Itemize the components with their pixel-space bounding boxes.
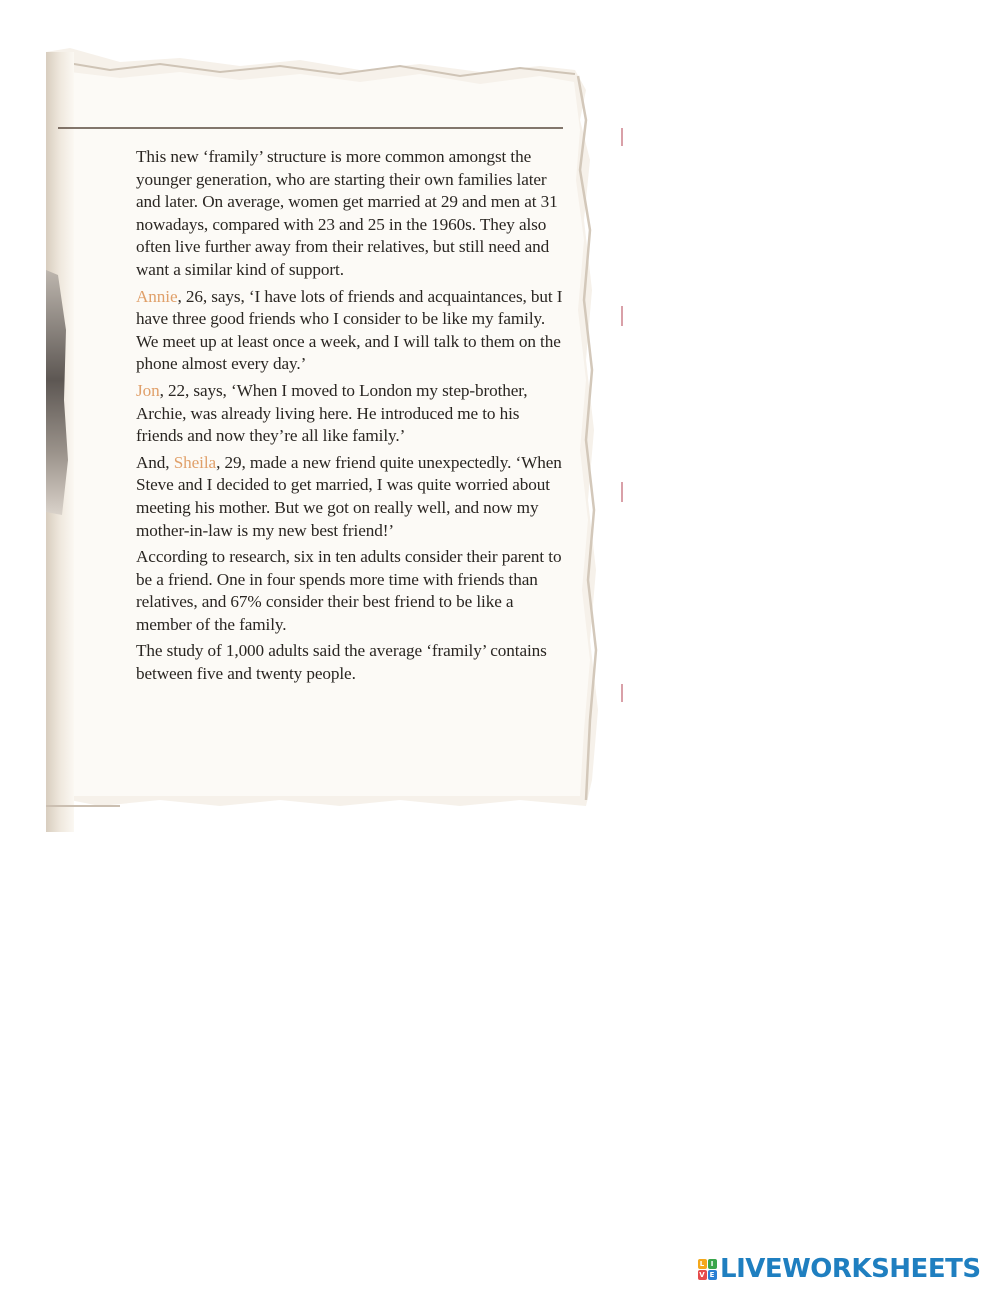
badge-letter: V bbox=[699, 1270, 705, 1279]
paragraph-jon bbox=[136, 380, 564, 448]
paragraph-annie bbox=[136, 286, 564, 376]
badge-letter: I bbox=[708, 1259, 717, 1269]
badge-letter: E bbox=[708, 1270, 717, 1280]
paragraph-framily-structure: This new ‘framily’ structure is more common amongst the younger generation, who are starting their own families later and later. On average, women get married at 29 and men at 31 nowadays, compared with 23 and 25 in the 1960s. They also often live further away from their relatives, but still need and want a similar kind of support. bbox=[136, 147, 558, 279]
paragraph-sheila bbox=[136, 452, 564, 542]
jon-quote: , 22, says, ‘When I moved to London my step-brother, Archie, was already living here. He introduced me to his friends and now they’re all like family.’ bbox=[136, 380, 528, 446]
edge-mark bbox=[621, 684, 623, 702]
badge-letter: L bbox=[698, 1259, 707, 1269]
article-body bbox=[136, 146, 564, 690]
edge-mark bbox=[621, 128, 623, 146]
name-sheila: Sheila bbox=[173, 452, 217, 472]
annie-quote: , 26, says, ‘I have lots of friends and acquaintances, but I have three good friends who I consider to be like my family. We meet up at least once a week, and I will talk to them on the phone almost every day.’ bbox=[136, 286, 563, 374]
liveworksheets-wordmark: LIVEWORKSHEETS bbox=[720, 1254, 981, 1284]
edge-mark bbox=[621, 482, 623, 502]
liveworksheets-logo bbox=[697, 1252, 981, 1286]
edge-mark bbox=[621, 306, 623, 326]
name-annie: Annie bbox=[136, 286, 178, 306]
sheila-prefix: And, bbox=[136, 452, 174, 472]
liveworksheets-badge-icon bbox=[697, 1258, 717, 1280]
sheila-quote: , 29, made a new friend quite unexpectedly. ‘When Steve and I decided to get married, I was quite worried about meeting his mother. But we got on really well, and now my mother-in-law is my new best friend!’ bbox=[136, 452, 562, 540]
paragraph-research: According to research, six in ten adults consider their parent to be a friend. One in four spends more time with friends than relatives, and 67% consider their best friend to be like a member of the family. bbox=[136, 547, 562, 634]
name-jon: Jon bbox=[136, 380, 160, 400]
paragraph-study: The study of 1,000 adults said the average ‘framily’ contains between five and twenty people. bbox=[136, 641, 547, 684]
